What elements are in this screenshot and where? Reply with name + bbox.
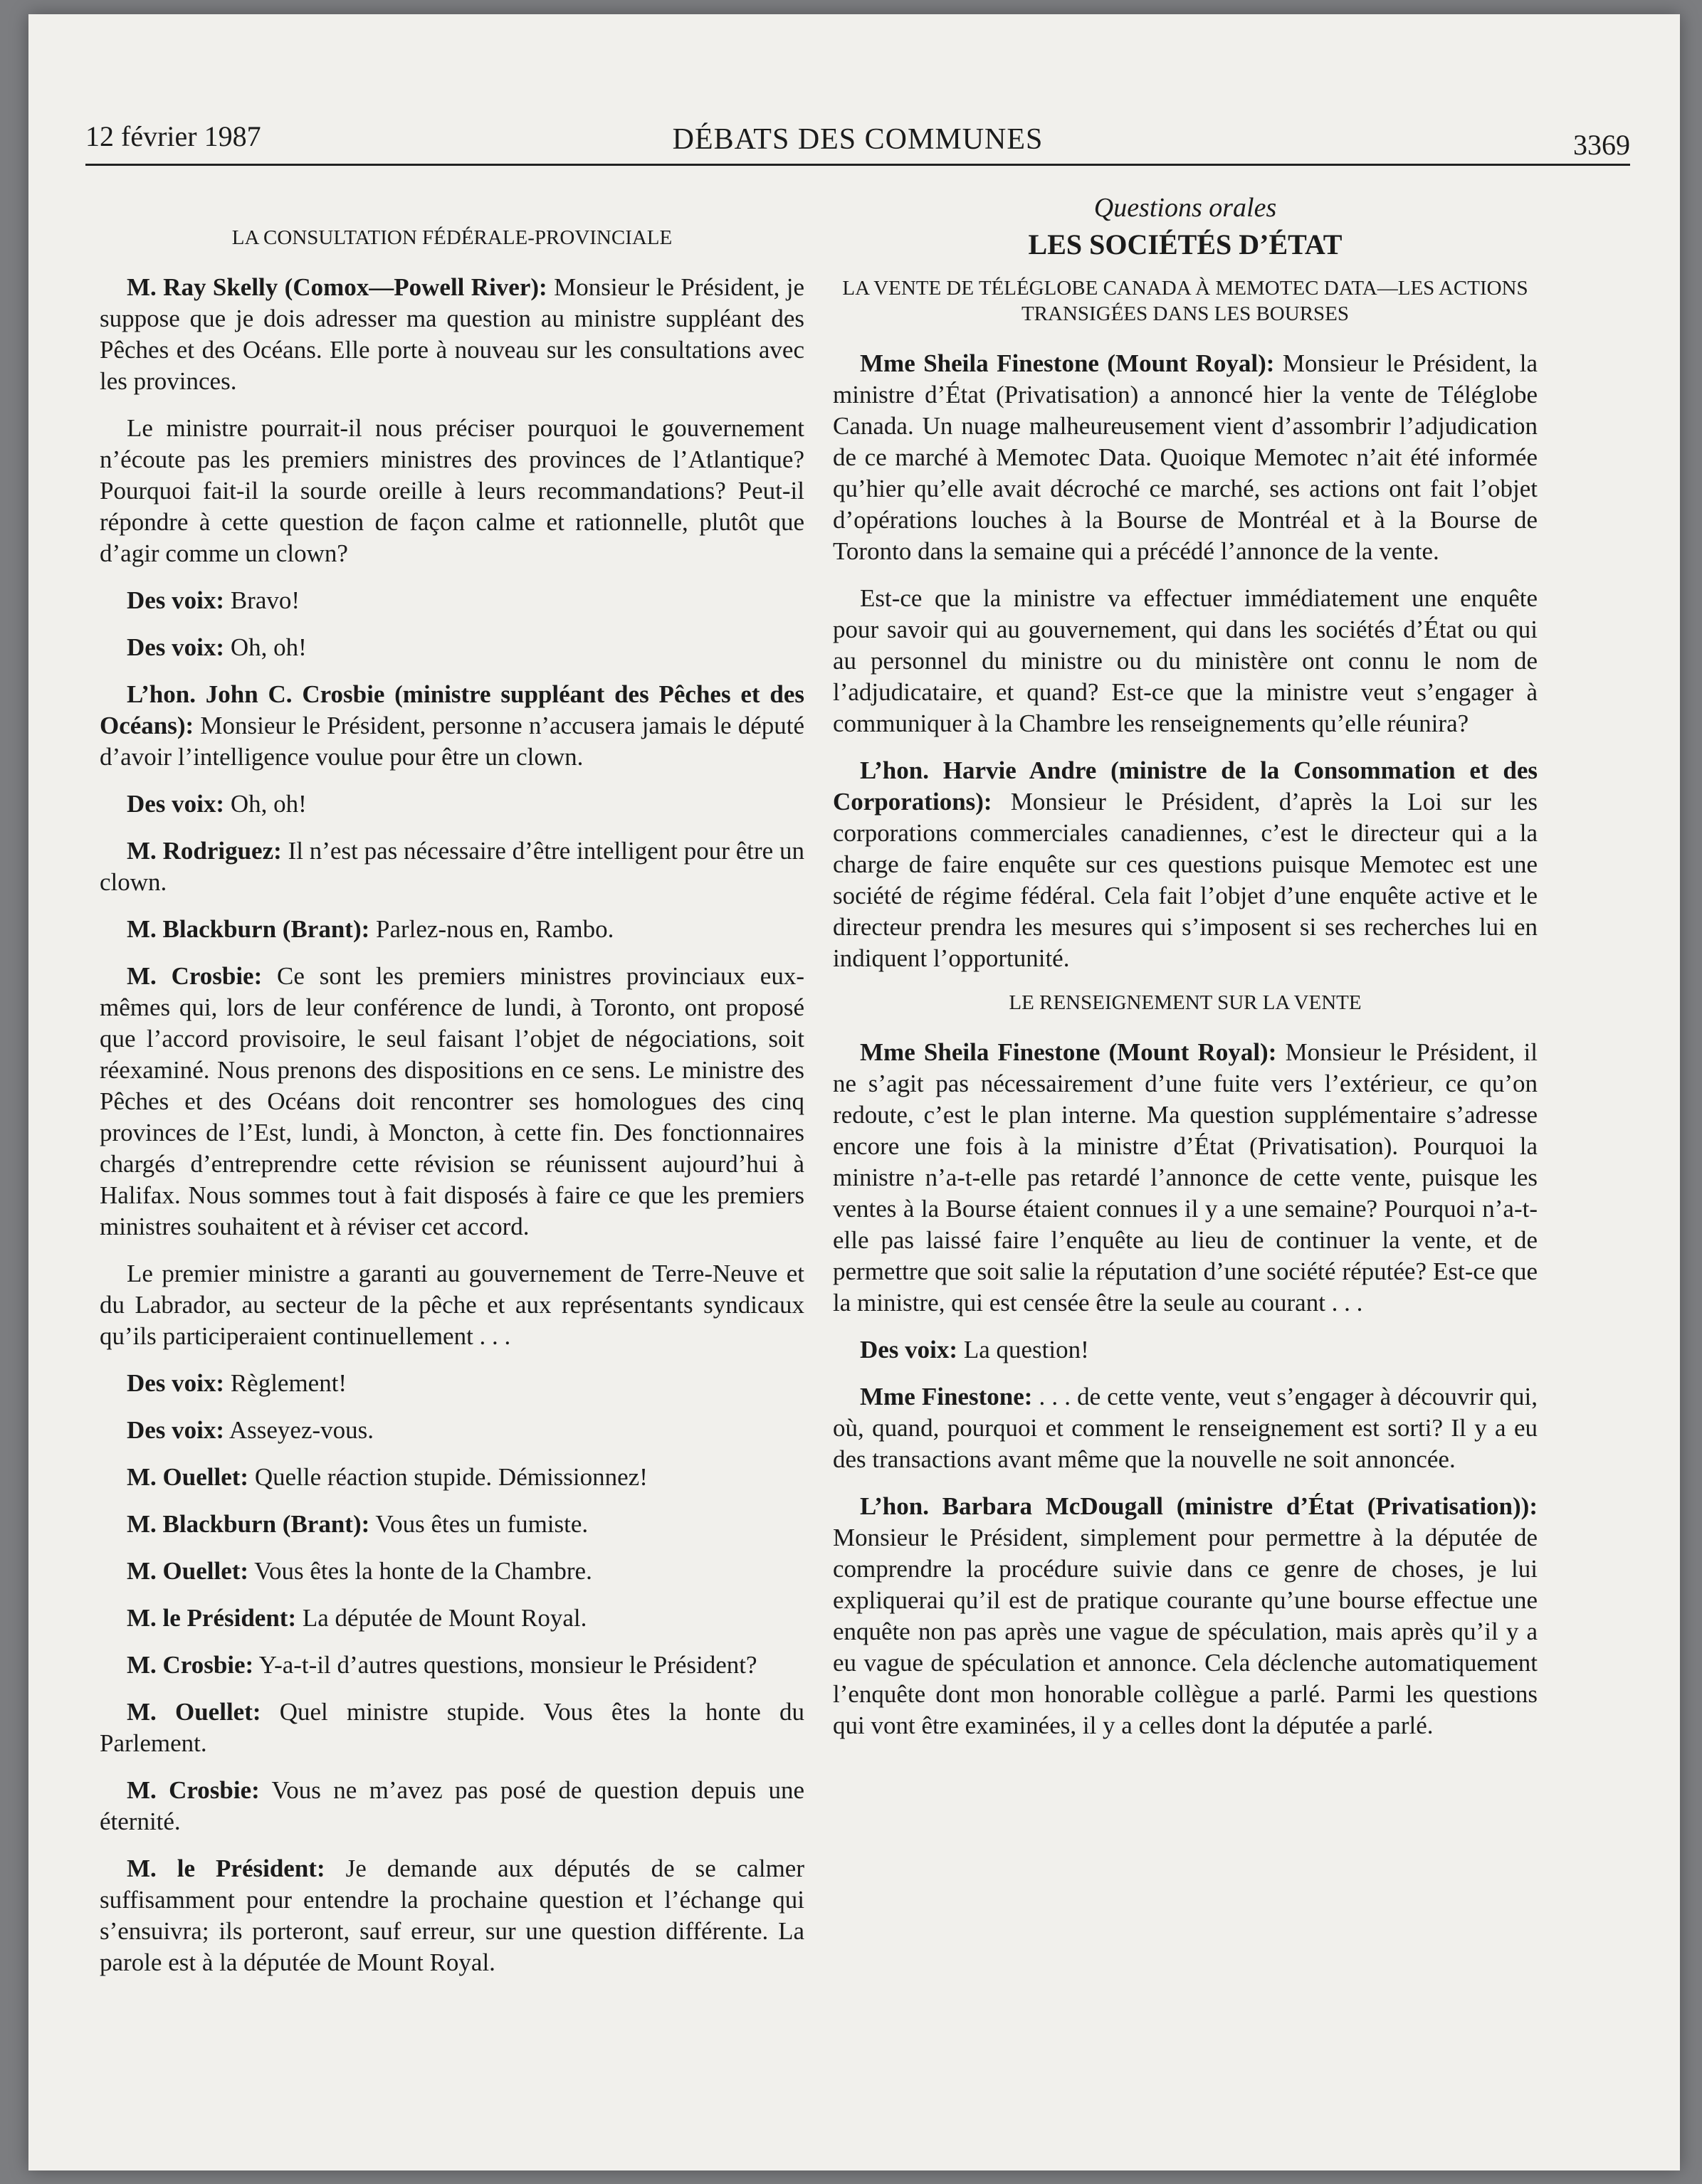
speaker-name: M. Crosbie: [127,1776,260,1804]
speaker-name: M. Ouellet: [127,1557,249,1585]
speaker-name: Mme Sheila Finestone (Mount Royal): [860,1038,1277,1066]
left-column [100,192,804,1994]
speech-text: Vous ne m’avez pas posé de question depuis une éternité. [100,1776,804,1835]
speech-paragraph [100,1415,804,1446]
speech-text: Parlez-nous en, Rambo. [369,915,614,943]
speech-paragraph [833,1381,1538,1475]
document-page [28,14,1680,2170]
speech-text: Monsieur le Président, la ministre d’État (Privatisation) a annoncé hier la vente de Téléglobe Canada. Un nuage malheureusement vient d’assombrir l’adjudication de ce marché à Memotec Data. Quoique Memotec n’ait été informée qu’hier qu’elle avait décroché ce marché, ses actions ont fait l’objet d’opérations louches à la Bourse de Montréal et à la Bourse de Toronto dans la semaine qui a précédé l’annonce de la vente. [833,349,1538,565]
speech-text: La députée de Mount Royal. [296,1604,587,1632]
speaker-name: M. Blackburn (Brant): [127,1510,370,1538]
speaker-name: M. Crosbie: [127,1651,254,1679]
page-header [85,107,1630,166]
speech-text: Asseyez-vous. [224,1416,374,1444]
header-date: 12 février 1987 [85,120,261,152]
speech-text: . . . de cette vente, veut s’engager à découvrir qui, où, quand, pourquoi et comment le renseignement est sorti? Il y a eu des transactions avant même que la nouvelle ne soit annoncée. [833,1383,1538,1473]
left-speech-list [100,272,804,1978]
speaker-name: Des voix: [127,1369,225,1397]
speech-paragraph [100,961,804,1243]
speech-paragraph [833,1491,1538,1741]
speech-text: Monsieur le Président, je suppose que je dois adresser ma question au ministre suppléant des Pêches et des Océans. Elle porte à nouveau sur les consultations avec les provinces. [100,273,804,395]
speech-text: Le premier ministre a garanti au gouvernement de Terre-Neuve et du Labrador, au secteur de la pêche et aux représentants syndicaux qu’ils participeraient continuellement . . . [100,1260,804,1350]
speech-text: Oh, oh! [224,790,307,818]
speech-text: Oh, oh! [224,633,307,661]
speaker-name: M. le Président: [127,1604,297,1632]
speech-paragraph [100,914,804,945]
running-head: Questions orales [1093,193,1277,223]
speech-paragraph [833,1037,1538,1319]
speaker-name: M. Crosbie: [127,962,263,990]
speech-text: Monsieur le Président, simplement pour permettre à la députée de comprendre la procédure suivie dans ce genre de choses, je lui expliquerai qu’il est de pratique courante qu’une bourse effectue une enquête non pas après une vague de spéculation, mais après qu’il y a eu vague de spéculation et annonce. Cela déclenche automatiquement l’enquête dont mon honorable collègue a parlé. Parmi les questions qui vont être examinées, il y a celles dont la députée a parlé. [833,1524,1538,1739]
speaker-name: L’hon. Harvie Andre (ministre de la Consommation et des Corporations): [833,756,1538,816]
speech-text: Monsieur le Président, personne n’accusera jamais le député d’avoir l’intelligence voulue pour être un clown. [100,712,804,771]
speaker-name: M. le Président: [127,1855,325,1882]
speech-text: Ce sont les premiers ministres provinciaux eux-mêmes qui, lors de leur conférence de lundi, à Toronto, ont proposé que l’accord provisoire, le seul faisant l’objet de négociations, soit réexaminé. Nous prenons des dispositions en ce sens. Le ministre des Pêches et des Océans doit rencontrer ses homologues des cinq provinces de l’Est, lundi, à Moncton, à cette fin. Des fonctionnaires chargés d’entreprendre cette révision se réunissent aujourd’hui à Halifax. Nous sommes tout à fait disposés à faire ce que les premiers ministres souhaitent et à réviser cet accord. [100,962,804,1240]
speaker-name: Mme Finestone: [860,1383,1033,1410]
speech-paragraph [100,632,804,663]
speech-text: Y-a-t-il d’autres questions, monsieur le Président? [253,1651,757,1679]
speech-text: Le ministre pourrait-il nous préciser pourquoi le gouvernement n’écoute pas les premiers ministres des provinces de l’Atlantique? Pourquoi fait-il la sourde oreille à leurs recommandations? Peut-il répondre à cette question de façon calme et rationnelle, plutôt que d’agir comme un clown? [100,414,804,567]
speech-paragraph [100,788,804,820]
speech-paragraph [100,1258,804,1352]
speaker-name: Des voix: [127,790,225,818]
speech-paragraph [100,679,804,773]
speech-paragraph [100,1650,804,1681]
speech-paragraph [100,1603,804,1634]
speech-paragraph [833,1334,1538,1366]
speech-paragraph [100,1368,804,1399]
speaker-name: M. Ouellet: [127,1463,249,1491]
speech-text: Monsieur le Président, il ne s’agit pas nécessairement d’une fuite vers l’extérieur, ce qu’on redoute, c’est le plan interne. Ma question supplémentaire s’adresse encore une fois à la ministre d’État (Privatisation). Pourquoi la ministre n’a-t-elle pas retardé l’annonce de cette vente, puisque les ventes à la Bourse étaient connues il y a une semaine? Pourquoi n’a-t-elle pas laissé faire l’enquête au lieu de continuer la vente, et de permettre que soit salie la réputation d’une société réputée? Est-ce que la ministre, qui est censée être la seule au courant . . . [833,1038,1538,1317]
speech-text: Je demande aux députés de se calmer suffisamment pour entendre la prochaine question et l’échange qui s’ensuivra; ils porteront, sauf erreur, sur une question différente. La parole est à la députée de Mount Royal. [100,1855,804,1976]
speaker-name: Des voix: [127,586,225,614]
header-title: DÉBATS DES COMMUNES [672,123,1044,156]
speech-paragraph [100,1775,804,1837]
speech-paragraph [833,755,1538,974]
speech-text: La question! [957,1336,1089,1363]
speaker-name: L’hon. Barbara McDougall (ministre d’État (Privatisation)): [860,1492,1538,1520]
speech-text: Monsieur le Président, d’après la Loi sur les corporations commerciales canadiennes, c’est le directeur qui a la charge de faire enquête sur ces questions puisque Memotec est une société de régime fédéral. Cela fait l’objet d’une enquête active et le directeur prendra les mesures qui s’imposent si ses recherches lui en indiquent l’opportunité. [833,788,1538,972]
speech-paragraph [100,272,804,397]
left-subheading: LA CONSULTATION FÉDÉRALE-PROVINCIALE [231,226,673,249]
right-column [833,192,1538,1757]
right-speech-list-2 [833,1037,1538,1741]
speaker-name: M. Blackburn (Brant): [127,915,370,943]
speaker-name: M. Ray Skelly (Comox—Powell River): [127,273,547,301]
speech-paragraph [100,835,804,898]
speaker-name: M. Rodriguez: [127,837,282,865]
speech-paragraph [100,1462,804,1493]
speech-text: Vous êtes la honte de la Chambre. [248,1557,592,1585]
speech-paragraph [100,1697,804,1759]
section-heading: LES SOCIÉTÉS D’ÉTAT [1028,228,1343,260]
speech-text: Quel ministre stupide. Vous êtes la honte du Parlement. [100,1698,804,1757]
right-speech-list-1 [833,348,1538,974]
speech-text: Est-ce que la ministre va effectuer immédiatement une enquête pour savoir qui au gouvernement, qui dans les sociétés d’État ou qui au personnel du ministre ou du ministère ont connu le nom de l’adjudicataire, et quand? Est-ce que la ministre veut s’engager à communiquer à la Chambre les renseignements qu’elle réunira? [833,584,1538,737]
speaker-name: M. Ouellet: [127,1698,261,1726]
speech-paragraph [100,585,804,616]
speech-paragraph [100,413,804,569]
speaker-name: Des voix: [860,1336,958,1363]
speech-text: Il n’est pas nécessaire d’être intelligent pour être un clown. [100,837,804,896]
right-subheading-1: LA VENTE DE TÉLÉGLOBE CANADA À MEMOTEC DATA—LES ACTIONS TRANSIGÉES DANS LES BOURSES [842,277,1528,325]
speech-paragraph [100,1853,804,1978]
speaker-name: Mme Sheila Finestone (Mount Royal): [860,349,1275,377]
speech-paragraph [100,1509,804,1540]
speech-text: Quelle réaction stupide. Démissionnez! [248,1463,648,1491]
speaker-name: L’hon. John C. Crosbie (ministre suppléant des Pêches et des Océans): [100,680,804,739]
speech-paragraph [833,348,1538,567]
speech-text: Vous êtes un fumiste. [369,1510,589,1538]
speech-text: Règlement! [224,1369,347,1397]
right-subheading-2: LE RENSEIGNEMENT SUR LA VENTE [1009,991,1362,1014]
speaker-name: Des voix: [127,1416,225,1444]
speech-paragraph [100,1556,804,1587]
page-number: 3369 [1573,129,1630,161]
speech-text: Bravo! [224,586,300,614]
speaker-name: Des voix: [127,633,225,661]
speech-paragraph [833,583,1538,739]
